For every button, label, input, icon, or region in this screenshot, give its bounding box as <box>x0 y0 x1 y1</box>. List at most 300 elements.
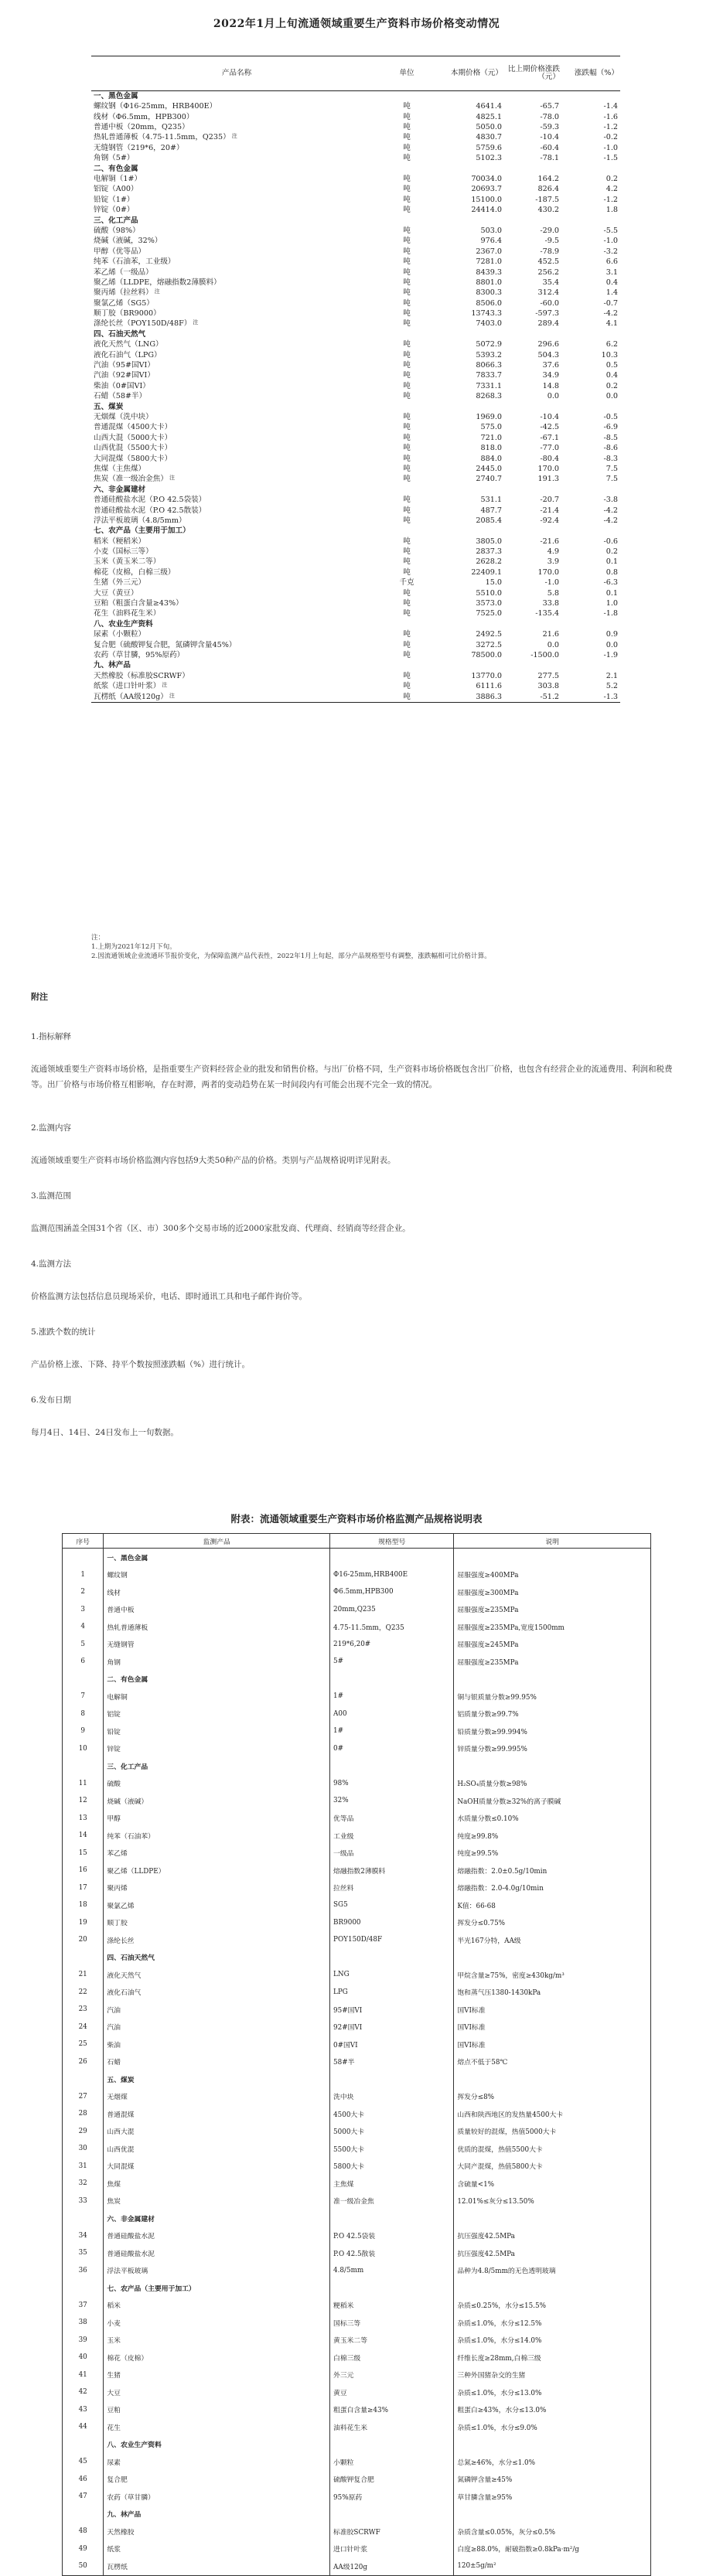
spec-product: 纸浆 <box>104 2540 330 2558</box>
price-cell: 24414.0 <box>471 206 502 215</box>
spec-model: 进口针叶浆 <box>330 2540 454 2558</box>
spec-model: 20mm,Q235 <box>330 1601 454 1619</box>
change-cell: 191.3 <box>537 475 559 484</box>
product-name <box>91 205 382 215</box>
table-row <box>91 247 620 257</box>
percent-cell: -1.4 <box>603 102 618 111</box>
spec-model: 5500大卡 <box>330 2140 454 2158</box>
price-cell: 818.0 <box>480 444 502 453</box>
price-table <box>91 56 620 703</box>
spec-row <box>63 2401 651 2419</box>
spec-model: 主焦煤 <box>330 2175 454 2193</box>
change-cell: -21.4 <box>540 506 559 515</box>
spec-row <box>63 1636 651 1654</box>
price-cell: 8801.0 <box>476 278 502 287</box>
percent-cell: -3.8 <box>603 496 618 505</box>
unit-cell: 吨 <box>403 206 411 215</box>
spec-product: 普通中板 <box>104 1601 330 1619</box>
percent-cell: -1.9 <box>603 650 618 659</box>
empty-cell <box>561 91 620 102</box>
spec-product: 聚氯乙烯 <box>104 1896 330 1914</box>
spec-description: 熔融指数：2.0±0.5g/10min <box>454 1862 651 1879</box>
spec-description: 草甘膦含量≥95% <box>454 2488 651 2506</box>
footnote-line: 注： <box>91 934 105 942</box>
percent-cell: 6.2 <box>606 340 618 349</box>
price-cell: 4641.4 <box>476 102 502 111</box>
table-row <box>91 588 620 598</box>
spec-model: BR9000 <box>330 1914 454 1932</box>
spec-product: 聚乙烯（LLDPE） <box>104 1862 330 1879</box>
product-name <box>91 164 382 174</box>
spec-model: 95%原药 <box>330 2488 454 2506</box>
spec-seq: 22 <box>63 1984 104 2002</box>
change-cell: 826.4 <box>537 185 559 194</box>
percent-cell: -6.3 <box>603 578 618 588</box>
spec-product: 九、林产品 <box>104 2506 330 2523</box>
unit-cell: 吨 <box>403 226 411 235</box>
percent-cell: -4.2 <box>603 309 618 319</box>
product-name-text: 农药（草甘膦，95%原药） <box>94 650 185 659</box>
price-cell: 575.0 <box>480 423 502 432</box>
spec-product: 柴油 <box>104 2036 330 2053</box>
spec-description <box>454 1549 651 1566</box>
change-cell: 303.8 <box>537 682 559 691</box>
footnote-mark: 注 <box>169 475 175 482</box>
product-name <box>91 112 382 122</box>
spec-seq: 45 <box>63 2453 104 2471</box>
change-cell: 0.0 <box>547 392 559 401</box>
change-cell: 21.6 <box>542 630 559 639</box>
spec-description: 屈服强度≥300MPa <box>454 1583 651 1601</box>
spec-row <box>63 1722 651 1740</box>
product-name <box>91 402 382 412</box>
spec-model: 国标三等 <box>330 2314 454 2332</box>
spec-description: 挥发分≤8% <box>454 2088 651 2106</box>
spec-seq: 27 <box>63 2088 104 2106</box>
price-cell: 503.0 <box>480 226 502 235</box>
product-name-text: 花生（油料花生米） <box>94 609 161 618</box>
spec-seq: 44 <box>63 2418 104 2436</box>
price-cell: 7281.0 <box>476 257 502 267</box>
product-name <box>91 567 382 578</box>
unit-cell: 吨 <box>403 154 411 163</box>
product-name <box>91 681 382 691</box>
category-row <box>91 329 620 339</box>
footnote-line: 2.因流通领域企业流通环节报价变化，为保障监测产品代表性，2022年1月上旬起，部分产品规格型号有调整，涨跌幅相可比价格计算。 <box>91 952 491 960</box>
unit-cell: 吨 <box>403 454 411 463</box>
spec-model: 油料花生米 <box>330 2418 454 2436</box>
product-name-text: 甲醇（优等品） <box>94 247 146 256</box>
spec-product: 热轧普通薄板 <box>104 1618 330 1636</box>
percent-cell: 0.2 <box>606 175 618 184</box>
price-cell: 4825.1 <box>476 112 502 121</box>
category-row <box>91 164 620 174</box>
product-name-text: 天然橡胶（标准胶SCRWF） <box>94 671 189 680</box>
product-name <box>91 609 382 619</box>
spec-seq: 39 <box>63 2332 104 2349</box>
spec-product: 尿素 <box>104 2453 330 2471</box>
table-row <box>91 495 620 505</box>
spec-product: 八、农业生产资料 <box>104 2436 330 2454</box>
spec-seq: 40 <box>63 2349 104 2366</box>
percent-cell: 0.5 <box>606 361 618 370</box>
unit-cell: 吨 <box>403 496 411 505</box>
table-row <box>91 288 620 298</box>
unit-cell: 吨 <box>403 195 411 204</box>
product-name <box>91 671 382 681</box>
product-name-text: 汽油（92#国VI） <box>94 371 155 380</box>
spec-model: 4.8/5mm <box>330 2262 454 2280</box>
change-cell: -60.4 <box>540 143 559 152</box>
empty-cell <box>432 402 504 412</box>
spec-model: A00 <box>330 1705 454 1723</box>
product-name <box>91 485 382 495</box>
product-name-text: 线材（Φ6.5mm，HPB300） <box>94 112 194 121</box>
unit-cell: 吨 <box>403 381 411 390</box>
change-cell: 170.0 <box>537 567 559 577</box>
spec-model <box>330 2436 454 2454</box>
product-name <box>91 547 382 557</box>
spec-description: 含硫量<1% <box>454 2175 651 2193</box>
spec-product: 稻米 <box>104 2297 330 2315</box>
spec-model <box>330 2070 454 2088</box>
spec-product: 四、石油天然气 <box>104 1949 330 1967</box>
change-cell: -10.4 <box>540 413 559 421</box>
spec-row <box>63 2244 651 2262</box>
notes-section-text: 产品价格上涨、下降、持平个数按照涨跌幅（%）进行统计。 <box>31 1360 250 1369</box>
unit-cell: 吨 <box>403 350 411 359</box>
product-name <box>91 236 382 246</box>
product-name-text: 电解铜（1#） <box>94 175 142 184</box>
product-name <box>91 143 382 153</box>
spec-model: 92#国VI <box>330 2019 454 2036</box>
percent-cell: 6.6 <box>606 257 618 267</box>
spec-product: 浮法平板玻璃 <box>104 2262 330 2280</box>
empty-cell <box>504 485 561 495</box>
empty-cell <box>432 485 504 495</box>
spec-seq: 15 <box>63 1845 104 1862</box>
product-name-text: 小麦（国标三等） <box>94 547 153 557</box>
spec-row <box>63 1862 651 1879</box>
spec-description: 铜与银质量分数≥99.95% <box>454 1688 651 1705</box>
category-row <box>91 526 620 536</box>
spec-description: 抗压强度42.5MPa <box>454 2227 651 2245</box>
unit-cell: 吨 <box>403 444 411 453</box>
unit-cell: 吨 <box>403 413 411 421</box>
unit-cell: 吨 <box>403 143 411 152</box>
spec-description: 优质的混煤，热值5500大卡 <box>454 2140 651 2158</box>
unit-cell: 吨 <box>403 112 411 121</box>
table-row <box>91 464 620 474</box>
spec-product: 六、非金属建材 <box>104 2210 330 2227</box>
spec-description: 氮磷钾含量≥45% <box>454 2471 651 2489</box>
table-row <box>91 516 620 526</box>
unit-cell: 吨 <box>403 630 411 639</box>
empty-cell <box>504 329 561 339</box>
spec-seq: 4 <box>63 1618 104 1636</box>
spec-table-page <box>0 1496 713 2571</box>
footnotes <box>91 933 625 961</box>
notes-section-title: 3.监测范围 <box>31 1191 72 1201</box>
spec-seq: 16 <box>63 1862 104 1879</box>
price-cell: 8300.3 <box>476 288 502 298</box>
spec-seq: 30 <box>63 2140 104 2158</box>
header-unit: 单位 <box>382 56 432 91</box>
unit-cell: 千克 <box>399 578 414 588</box>
spec-seq: 11 <box>63 1775 104 1793</box>
footnote-mark: 注 <box>231 133 237 140</box>
empty-cell <box>561 216 620 226</box>
spec-product: 线材 <box>104 1583 330 1601</box>
empty-cell <box>561 402 620 412</box>
empty-cell <box>561 526 620 536</box>
header-price: 本期价格（元） <box>432 56 504 91</box>
spec-seq <box>63 2279 104 2297</box>
spec-row <box>63 1931 651 1949</box>
spec-description: 铅质量分数≥99.994% <box>454 1722 651 1740</box>
spec-description: 纯度≥99.5% <box>454 1845 651 1862</box>
product-name-text: 八、农业生产资料 <box>94 619 153 629</box>
table-row <box>91 547 620 557</box>
product-name <box>91 101 382 111</box>
product-name-text: 七、农产品（主要用于加工） <box>94 526 190 536</box>
percent-cell: -1.3 <box>561 692 620 703</box>
spec-description: 屈服强度≥235MPa <box>454 1653 651 1671</box>
spec-description: 白度≥88.0%，耐破指数≥0.8kPa·m²/g <box>454 2540 651 2558</box>
spec-seq: 26 <box>63 2053 104 2071</box>
notes-section-title: 6.发布日期 <box>31 1395 72 1405</box>
product-name-text: 瓦楞纸（AA级120g） <box>94 692 168 701</box>
spec-description <box>454 2436 651 2454</box>
spec-product: 电解铜 <box>104 1688 330 1705</box>
spec-product: 三、化工产品 <box>104 1757 330 1775</box>
notes-section-text: 每月4日、14日、24日发布上一旬数据。 <box>31 1428 179 1437</box>
change-cell: -42.5 <box>540 423 559 432</box>
spec-seq: 46 <box>63 2471 104 2489</box>
empty-cell <box>432 216 504 226</box>
percent-cell: 0.9 <box>606 630 618 639</box>
percent-cell: 1.4 <box>606 288 618 298</box>
spec-seq <box>63 2436 104 2454</box>
table-row <box>91 433 620 443</box>
spec-seq: 23 <box>63 2001 104 2019</box>
product-name-text: 锌锭（0#） <box>94 206 135 215</box>
percent-cell: 0.2 <box>606 381 618 390</box>
spec-seq: 13 <box>63 1810 104 1828</box>
unit-cell: 吨 <box>403 237 411 246</box>
table-row <box>91 185 620 195</box>
spec-seq: 7 <box>63 1688 104 1705</box>
spec-model <box>330 1949 454 1967</box>
spec-model: AA级120g <box>330 2557 454 2575</box>
product-name-text: 豆粕（粗蛋白含量≥43%） <box>94 599 183 608</box>
table-row <box>91 257 620 267</box>
spec-model <box>330 1671 454 1688</box>
percent-cell: 1.0 <box>606 599 618 608</box>
table-row <box>91 308 620 319</box>
empty-cell <box>504 164 561 174</box>
product-name-text: 三、化工产品 <box>94 216 138 225</box>
product-name-text: 山西优混（5500大卡） <box>94 444 172 453</box>
price-cell: 78500.0 <box>471 650 502 659</box>
percent-cell: 0.8 <box>606 567 618 577</box>
spec-product: 花生 <box>104 2418 330 2436</box>
spec-table-title: 附表：流通领域重要生产资料市场价格监测产品规格说明表 <box>230 1513 483 1525</box>
empty-cell <box>432 660 504 670</box>
table-row <box>91 112 620 122</box>
percent-cell: -1.2 <box>603 123 618 132</box>
table-row <box>91 133 620 143</box>
notes-section-text: 流通领域重要生产资料市场价格监测内容包括9大类50种产品的价格。类别与产品规格说明详见附表。 <box>31 1156 396 1165</box>
spec-row <box>63 1896 651 1914</box>
price-cell: 976.4 <box>480 237 502 246</box>
empty-cell <box>561 660 620 670</box>
spec-description <box>454 1949 651 1967</box>
spec-row <box>63 2523 651 2540</box>
spec-seq: 6 <box>63 1653 104 1671</box>
spec-seq: 19 <box>63 1914 104 1932</box>
spec-category-row <box>63 1549 651 1566</box>
table-row <box>91 205 620 215</box>
change-cell: 256.2 <box>537 267 559 277</box>
table-row <box>91 671 620 681</box>
change-cell: -77.0 <box>540 444 559 453</box>
percent-cell: -1.5 <box>603 154 618 163</box>
spec-model: P.O 42.5散装 <box>330 2244 454 2262</box>
table-row <box>91 692 620 703</box>
spec-row <box>63 2262 651 2280</box>
spec-seq <box>63 2070 104 2088</box>
spec-model: 1# <box>330 1688 454 1705</box>
table-row <box>91 506 620 516</box>
percent-cell: -0.7 <box>603 298 618 308</box>
product-name <box>91 391 382 401</box>
unit-cell: 吨 <box>403 298 411 308</box>
product-name <box>91 339 382 349</box>
product-name-text: 聚丙烯（拉丝料） <box>94 288 153 298</box>
spec-product: 汽油 <box>104 2019 330 2036</box>
spec-row <box>63 2557 651 2575</box>
spec-row <box>63 1810 651 1828</box>
empty-cell <box>382 402 432 412</box>
unit-cell: 吨 <box>403 547 411 557</box>
spec-seq <box>63 1757 104 1775</box>
spec-row <box>63 2471 651 2489</box>
table-row <box>91 609 620 619</box>
percent-cell: -3.2 <box>603 247 618 256</box>
unit-cell: 吨 <box>403 288 411 298</box>
spec-product: 石蜡 <box>104 2053 330 2071</box>
notes-section-title: 1.指标解释 <box>31 1032 72 1041</box>
spec-description: 屈服强度≥235MPa <box>454 1601 651 1619</box>
product-name-text: 焦煤（主焦煤） <box>94 464 146 473</box>
product-name <box>91 629 382 639</box>
spec-model: Φ6.5mm,HPB300 <box>330 1583 454 1601</box>
spec-category-row <box>63 2210 651 2227</box>
spec-description <box>454 2210 651 2227</box>
spec-product: 山西大混 <box>104 2123 330 2141</box>
product-name <box>91 588 382 598</box>
price-cell: 531.1 <box>480 496 502 505</box>
spec-row <box>63 2001 651 2019</box>
empty-cell <box>504 660 561 670</box>
spec-product: 瓦楞纸 <box>104 2557 330 2575</box>
product-name-text: 九、林产品 <box>94 661 131 670</box>
table-row <box>91 474 620 484</box>
spec-description <box>454 1757 651 1775</box>
spec-product: 焦煤 <box>104 2175 330 2193</box>
percent-cell: -6.9 <box>603 423 618 432</box>
table-row <box>91 267 620 278</box>
price-cell: 15.0 <box>485 578 502 588</box>
spec-row <box>63 1740 651 1758</box>
spec-row <box>63 2053 651 2071</box>
empty-cell <box>561 485 620 495</box>
price-cell: 1969.0 <box>476 413 502 421</box>
page-title: 2022年1月上旬流通领域重要生产资料市场价格变动情况 <box>213 18 500 30</box>
table-row <box>91 537 620 547</box>
change-cell: -135.4 <box>535 609 559 618</box>
spec-description: 杂质≤0.25%，水分≤15.5% <box>454 2297 651 2315</box>
empty-cell <box>504 91 561 102</box>
percent-cell: -1.8 <box>603 609 618 618</box>
table-row <box>91 640 620 650</box>
product-name-text: 纸浆（进口针叶浆） <box>94 682 161 691</box>
spec-description <box>454 2279 651 2297</box>
product-name <box>91 226 382 236</box>
product-name-text: 铝锭（A00） <box>94 185 138 194</box>
unit-cell: 吨 <box>403 640 411 649</box>
spec-product: 液化石油气 <box>104 1984 330 2002</box>
spec-description: 国VI标准 <box>454 2036 651 2053</box>
change-cell: -29.0 <box>540 226 559 235</box>
product-name-text: 焦炭（准一级冶金焦） <box>94 475 168 484</box>
spec-row <box>63 1775 651 1793</box>
empty-cell <box>382 660 432 670</box>
spec-row <box>63 1966 651 1984</box>
spec-model: 准一级冶金焦 <box>330 2193 454 2210</box>
change-cell: 289.4 <box>537 319 559 329</box>
percent-cell: 0.1 <box>606 588 618 598</box>
spec-model: 白棉三级 <box>330 2349 454 2366</box>
product-name <box>91 423 382 433</box>
spec-table-body <box>63 1549 651 2576</box>
spec-description: 杂质≤1.0%，水分≤9.0% <box>454 2418 651 2436</box>
percent-cell: -1.0 <box>603 143 618 152</box>
spec-row <box>63 2418 651 2436</box>
product-name <box>91 464 382 474</box>
product-name-text: 稻米（粳稻米） <box>94 537 146 546</box>
change-cell: -9.5 <box>544 237 559 246</box>
spec-description: 质量较好的混煤，热值5000大卡 <box>454 2123 651 2141</box>
product-name-text: 五、煤炭 <box>94 402 124 411</box>
spec-model: 洗中块 <box>330 2088 454 2106</box>
spec-seq: 50 <box>63 2557 104 2575</box>
spec-product: 小麦 <box>104 2314 330 2332</box>
unit-cell: 吨 <box>403 671 411 680</box>
price-cell: 5050.0 <box>476 123 502 132</box>
spec-model: LPG <box>330 1984 454 2002</box>
product-name-text: 热轧普通薄板（4.75-11.5mm，Q235） <box>94 133 230 142</box>
unit-cell: 吨 <box>403 682 411 691</box>
product-name-text: 复合肥（硫酸钾复合肥，氮磷钾含量45%） <box>94 640 237 649</box>
spec-product: 甲醇 <box>104 1810 330 1828</box>
spec-product: 二、有色金属 <box>104 1671 330 1688</box>
spec-seq: 43 <box>63 2401 104 2419</box>
table-row <box>91 236 620 246</box>
unit-cell: 吨 <box>403 278 411 287</box>
percent-cell: 7.5 <box>606 475 618 484</box>
